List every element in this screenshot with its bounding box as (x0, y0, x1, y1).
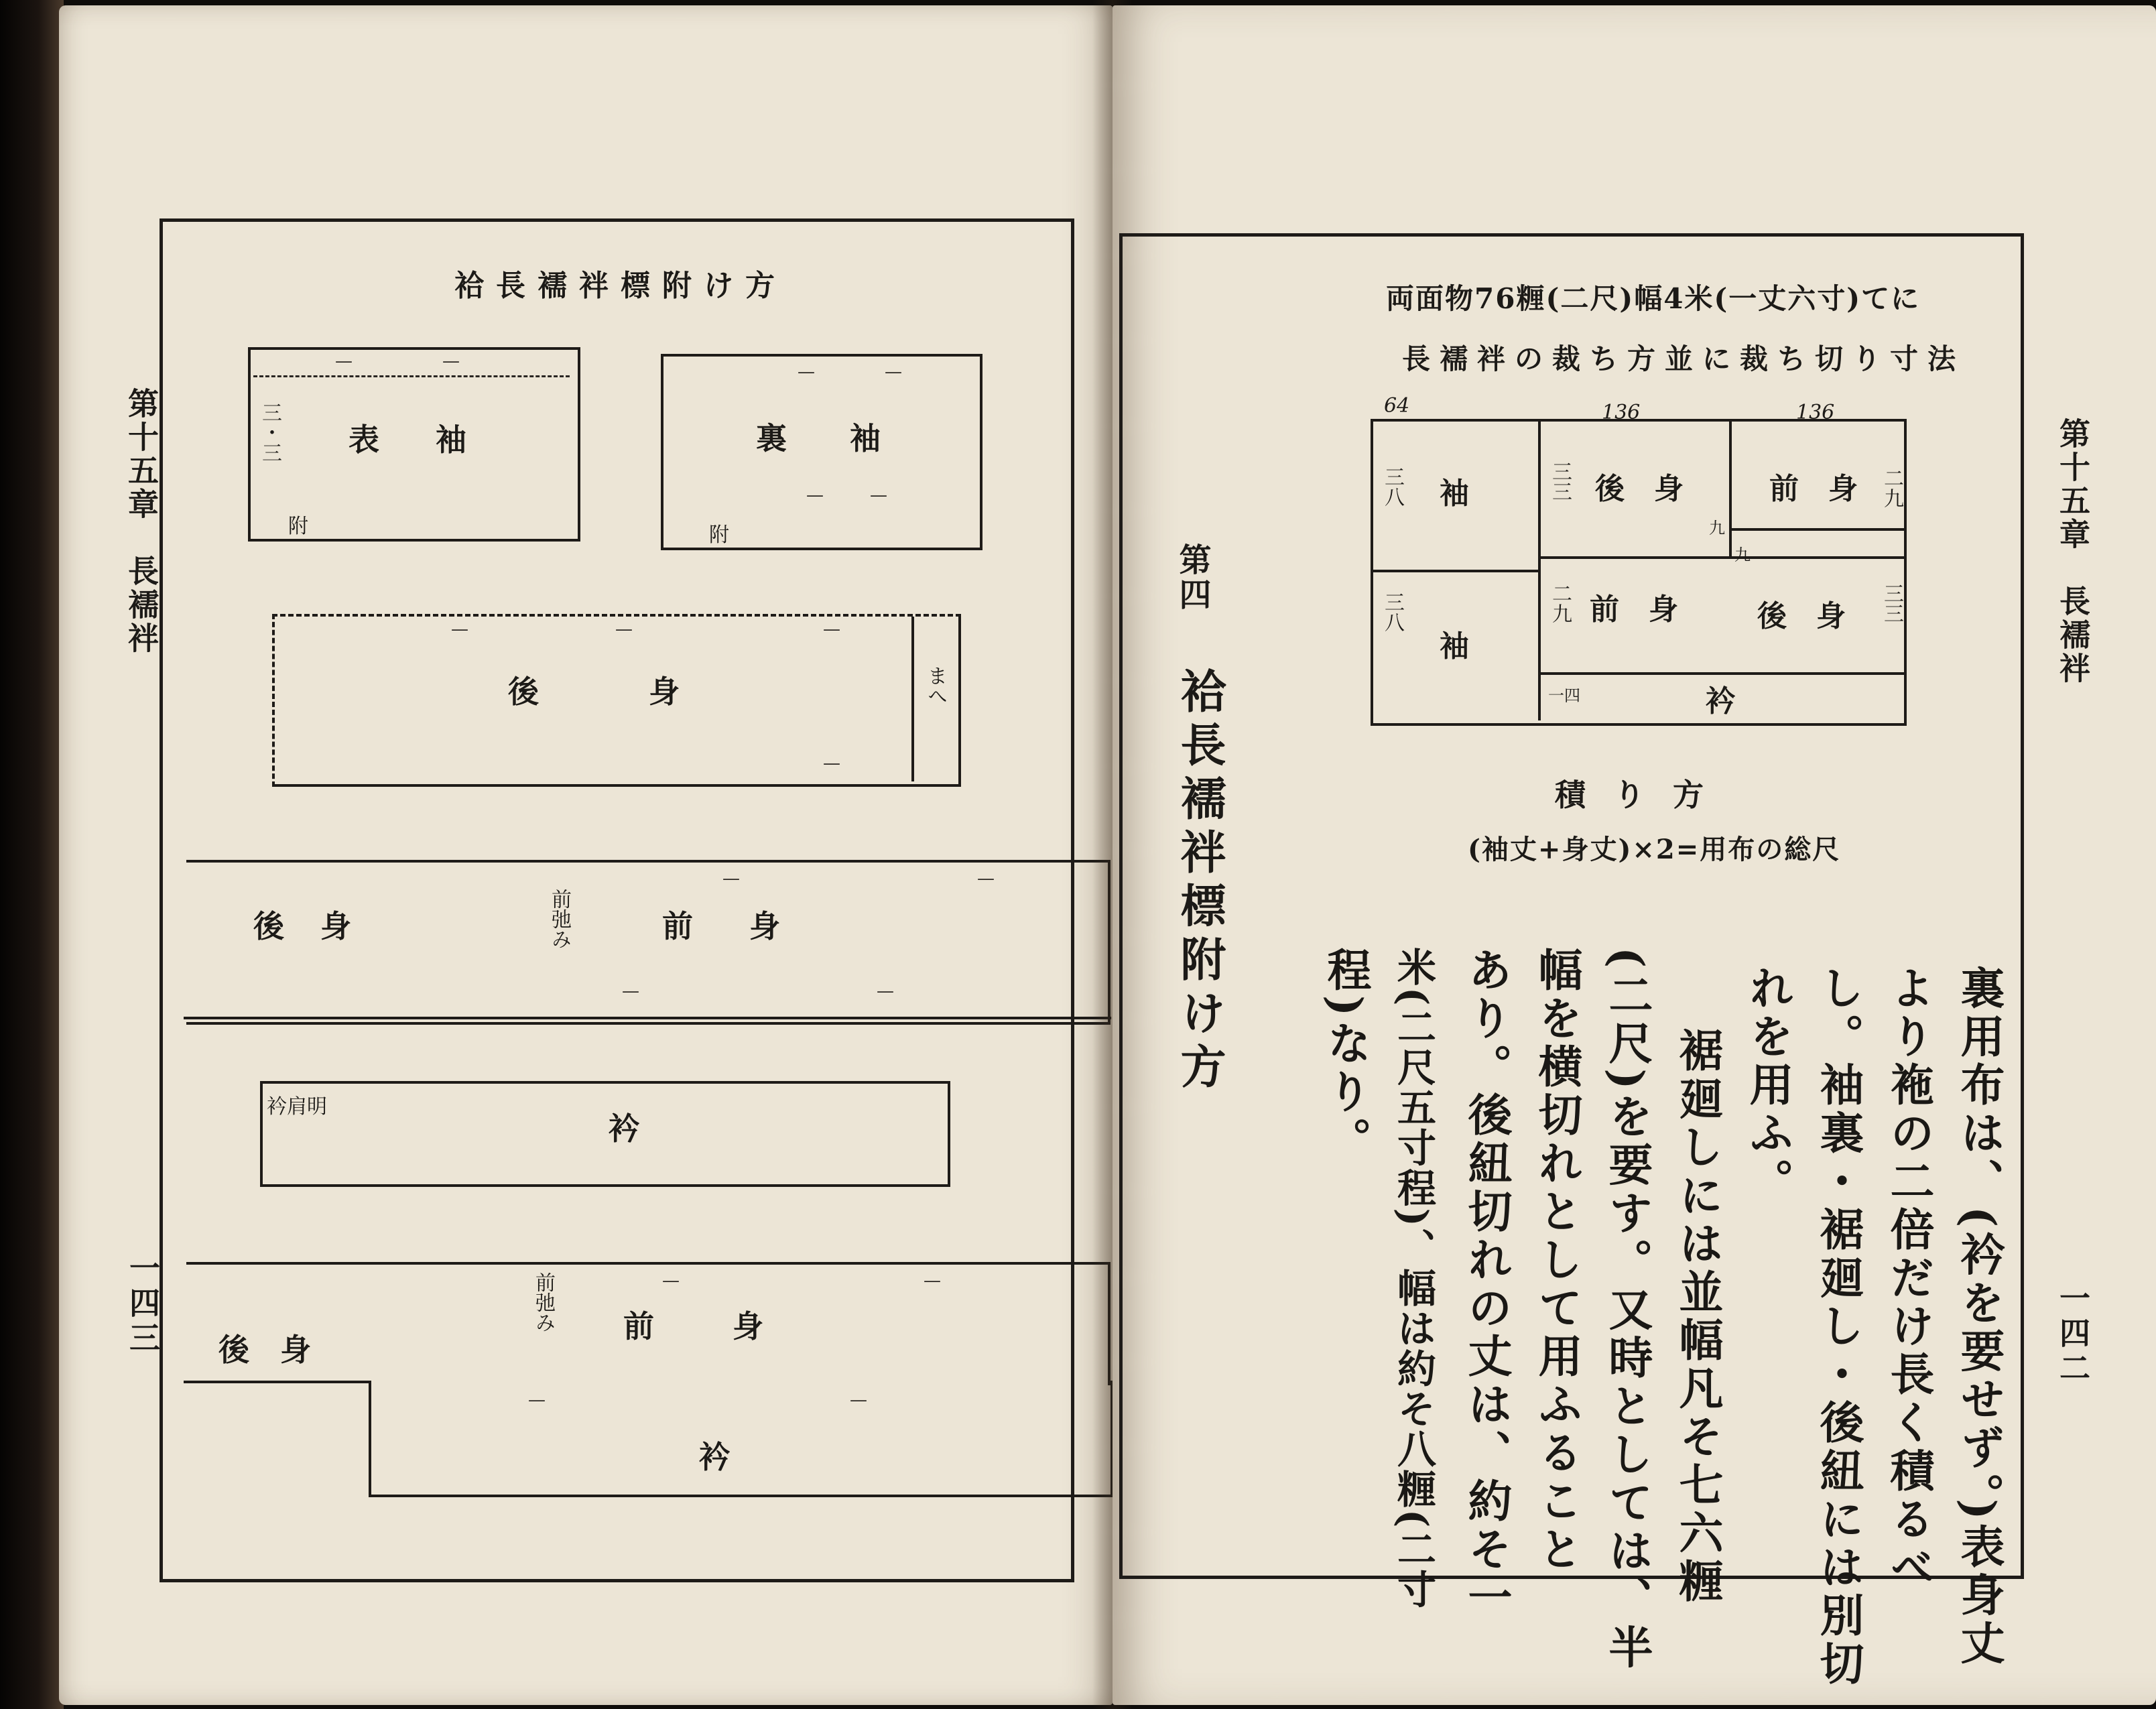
diagram-upper-vertical (1729, 422, 1732, 556)
lining-sleeve-mark: 附 (709, 523, 729, 547)
row5-front-label-b: 身 (733, 1308, 763, 1344)
outer-sleeve-fold (253, 375, 570, 377)
measure-136-first: 136 (1602, 401, 1641, 424)
diagram-mark-9-a: 九 (1709, 519, 1725, 537)
section-title: 袷長襦袢標附け方 (1173, 668, 1226, 1096)
row3-back-label-a: 後 (253, 908, 284, 944)
diagram-side-38-upper: 三八 (1381, 466, 1404, 507)
tick-mark: — (451, 619, 468, 639)
row3-front-label-b: 身 (749, 908, 780, 944)
estimate-title: 積り方 (1555, 777, 1732, 813)
outer-sleeve-label-a: 表 (348, 422, 379, 458)
tick-mark: — (528, 1390, 546, 1410)
diagram-mark-29-lower: 二九 (1548, 583, 1572, 623)
diagram-mark-14: 一四 (1548, 686, 1580, 705)
row5-front-label-a: 前 (623, 1308, 654, 1344)
body-column-7: 幅を横切れとして用ふること (1531, 947, 1583, 1574)
row5-back-label-b: 身 (280, 1332, 311, 1368)
body-column-2: より袘の二倍だけ長く積るべ (1883, 965, 1935, 1592)
tick-mark: — (335, 351, 353, 371)
body-column-6: (二尺)を要す。又時としては、半 (1601, 947, 1653, 1673)
diagram-mark-33-upper: 三三 (1548, 461, 1572, 501)
measure-64: 64 (1384, 394, 1410, 418)
row5-back-label-a: 後 (218, 1332, 249, 1368)
collar-label: 衿 (609, 1111, 639, 1147)
row5-collar-piece (369, 1381, 1113, 1497)
left-page (59, 5, 1113, 1705)
back-body-label-a: 後 (508, 674, 539, 710)
right-page-number: 一四二 (2055, 1282, 2091, 1387)
left-running-head: 第十五章 長襦袢 (123, 387, 160, 655)
row5-collar-label: 衿 (699, 1439, 730, 1475)
tick-mark: — (622, 981, 639, 1001)
tick-mark: — (823, 753, 840, 773)
body-column-4: れを用ふ。 (1742, 965, 1794, 1206)
back-body-label-b: 身 (649, 674, 680, 710)
diagram-title-line2: 長襦袢の裁ち方並に裁ち切り寸法 (1402, 342, 1966, 375)
collar-note: 衿肩明 (267, 1095, 327, 1119)
book-edge (0, 0, 64, 1709)
body-column-5: 裾廻しには並幅凡そ七六糎 (1671, 1027, 1724, 1606)
diagram-title-line1: 両面物76糎(二尺)幅4米(一丈六寸)てに (1386, 282, 1921, 315)
tick-mark: — (806, 485, 824, 505)
tick-mark: — (850, 1390, 867, 1410)
tick-mark: — (885, 362, 902, 382)
tick-mark: — (924, 1271, 941, 1291)
diagram-front-body-lower: 前 身 (1590, 592, 1678, 627)
diagram-side-38-lower: 三八 (1381, 592, 1404, 632)
estimate-formula: (袖丈+身丈)×2=用布の総尺 (1468, 834, 1841, 865)
lining-sleeve-label-a: 裏 (756, 420, 787, 456)
row3-ease-note: 前弛み (548, 889, 571, 949)
row5-ease-note: 前弛み (531, 1272, 555, 1332)
tick-mark: — (722, 869, 740, 889)
diagram-horizontal-divider (1373, 570, 1541, 572)
back-body-piece (272, 614, 961, 787)
diagram-vertical-divider (1538, 422, 1541, 720)
figure-title: 袷長襦袢標附け方 (454, 269, 787, 303)
body-column-3: し。袖裏・裾廻し・後紐には別切 (1812, 965, 1864, 1689)
tick-mark: — (615, 619, 633, 639)
diagram-step-line (1729, 528, 1904, 531)
tick-mark: — (823, 619, 840, 639)
diagram-mark-29-upper: 二九 (1880, 468, 1903, 508)
diagram-mid-horizontal (1541, 556, 1904, 559)
diagram-mark-9-b: 九 (1734, 546, 1751, 564)
tick-mark: — (977, 869, 995, 889)
row3-back-label-b: 身 (320, 908, 351, 944)
tick-mark: — (442, 351, 460, 371)
row3-front-label-a: 前 (662, 908, 693, 944)
body-column-8: あり。後紐切れの丈は、約そ一 (1460, 947, 1513, 1623)
outer-sleeve-label-b: 袖 (436, 422, 466, 458)
tick-mark: — (877, 981, 894, 1001)
section-label: 第四 (1174, 543, 1211, 613)
outer-sleeve-side-note: 三・三 (258, 402, 281, 462)
body-column-9: 米(二尺五寸程)、幅は約そ八糎(二寸 (1391, 947, 1436, 1610)
row5-step-line (184, 1381, 371, 1383)
outer-sleeve-mark: 附 (288, 515, 308, 538)
diagram-collar: 衿 (1706, 684, 1735, 718)
diagram-back-body-lower: 後 身 (1757, 599, 1846, 633)
tick-mark: — (662, 1271, 680, 1291)
lining-sleeve-label-b: 袖 (850, 420, 881, 456)
tick-mark: — (798, 362, 815, 382)
back-body-side-note: まへ (924, 666, 947, 706)
diagram-collar-line (1541, 672, 1904, 675)
body-column-1: 裏用布は、(衿を要せず。)表身丈 (1953, 965, 2005, 1669)
diagram-sleeve-lower: 袖 (1440, 629, 1469, 663)
left-page-number: 一四三 (125, 1252, 161, 1356)
body-column-10: 程)なり。 (1320, 947, 1372, 1165)
measure-136-second: 136 (1796, 401, 1835, 424)
diagram-front-body-upper: 前 身 (1769, 472, 1858, 506)
collar-piece (260, 1081, 950, 1187)
diagram-mark-33-lower: 三三 (1880, 583, 1903, 623)
diagram-back-body-upper: 後 身 (1595, 472, 1684, 506)
right-page (1113, 5, 2156, 1705)
diagram-sleeve-upper: 袖 (1440, 477, 1469, 511)
tick-mark: — (870, 485, 887, 505)
back-body-fold-line (911, 617, 914, 781)
row3-bottom-extension (184, 1017, 1111, 1019)
right-running-head: 第十五章 長襦袢 (2055, 418, 2091, 686)
